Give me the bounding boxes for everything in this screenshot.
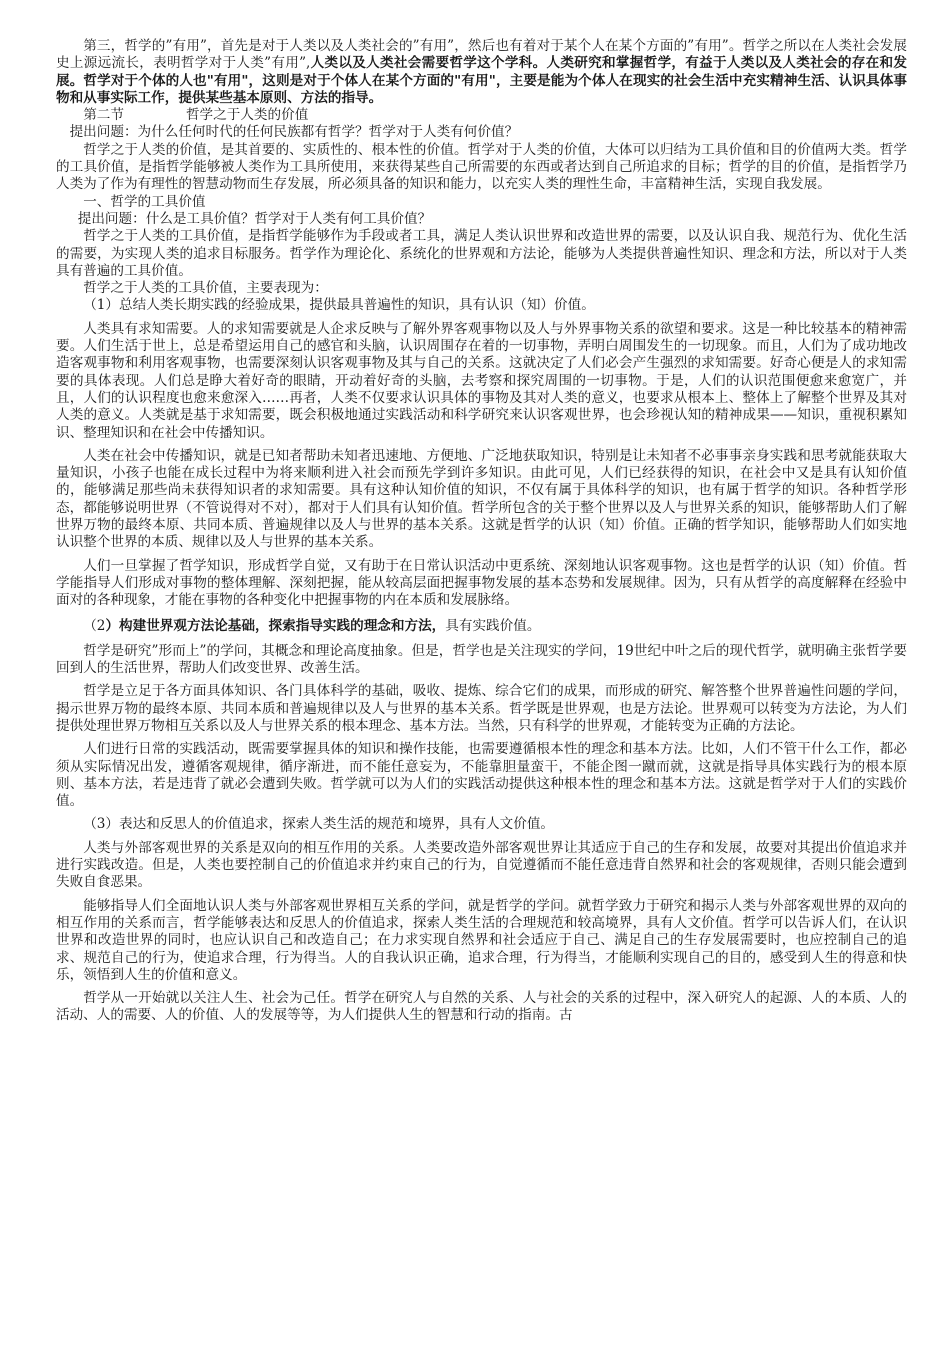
question-1: 提出问题：为什么任何时代的任何民族都有哲学？哲学对于人类有何价值？ xyxy=(69,124,519,141)
paragraph-philosophy-awareness: 人们一旦掌握了哲学知识，形成哲学自觉，又有助于在日常认识活动中更系统、深刻地认识客观事物。这也是哲学的认识（知）价值。哲学能指导人们形成对事物的整体理解、深刻把握，能从较高层面把握事物发展的基本态势和发展规律。因为，只有从哲学的高度解释在经验中面对的各种现象，才能在事物的各种变化中把握事物的内在本质和发展脉络。 xyxy=(56,557,907,609)
paragraph-metaphysics: 哲学是研究”形而上”的学问，其概念和理论高度抽象。但是，哲学也是关注现实的学问，19世纪中叶之后的现代哲学，就明确主张哲学要回到人的生活世界，帮助人们改变世界、改善生活。 xyxy=(56,642,907,677)
paragraph-humanistic-value: 能够指导人们全面地认识人类与外部客观世界相互关系的学问，就是哲学的学问。就哲学致力于研究和揭示人类与外部客观世界的双向的相互作用的关系而言，哲学能够表达和反思人的价值追求，探索人类生活的合理规范和较高境界，具有人文价值。哲学可以告诉人们，在认识世界和改造世界的同时，也应认识自己和改造自己；在力求实现自然界和社会适应于自己、满足自己的生存发展需要时，也应控制自己的追求、规范自己的行为，使追求合理，行为得当。人的自我认识正确，追求合理，行为得当，才能顺利实现自己的目的，感受到人生的得意和快乐，领悟到人生的价值和意义。 xyxy=(56,897,907,983)
item-1: （1）总结人类长期实践的经验成果，提供最具普遍性的知识，具有认识（知）价值。 xyxy=(83,297,595,314)
paragraph-manifestations: 哲学之于人类的工具价值，主要表现为： xyxy=(83,280,328,297)
paragraph-text: 第三，哲学的”有用”，首先是对于人类以及人类社会的”有用”，然后也有着对于某个人在某个方面的”有用”。哲学之所以在人类社会发展史上源远流长，表明哲学对于人类”有用”, xyxy=(56,38,907,72)
item-2-suffix: 具有实践价值。 xyxy=(445,617,541,634)
paragraph-knowledge-need: 人类具有求知需要。人的求知需要就是人企求反映与了解外界客观事物以及人与外界事物关系的欲望和要求。这是一种比较基本的精神需要。人们生活于世上，总是希望运用自己的感官和头脑，认识周围存在着的一切事物，弄明白周围发生的一切现象。而且，人们为了成功地改造客观事物和利用客观事物，也需要深刻认识客观事物及其与自己的关系。这就决定了人们必会产生强烈的求知需要。好奇心便是人的求知需要的具体表现。人们总是睁大着好奇的眼睛，开动着好奇的头脑，去考察和探究周围的一切事物。于是，人们的认识范围便愈来愈宽广，并且，人们的认识程度也愈来愈深入……再者，人类不仅要求认识具体的事物及其对人类的意义，也要求从根本上、整体上了解整个世界及其对人类的意义。人类就是基于求知需要，既会积极地通过实践活动和科学研究来认识客观世界，也会珍视认知的精神成果——知识，重视积累知识、整理知识和在社会中传播知识。 xyxy=(56,320,907,441)
paragraph-third-point xyxy=(56,38,907,107)
paragraph-life-society: 哲学从一开始就以关注人生、社会为己任。哲学在研究人与自然的关系、人与社会的关系的过程中，深入研究人的起源、人的本质、人的活动、人的需要、人的价值、人的发展等等，为人们提供人生的智慧和行动的指南。古 xyxy=(56,990,907,1024)
subheading-tool-value: 一、哲学的工具价值 xyxy=(83,193,206,210)
item-2-bold: ）构建世界观方法论基础，探索指导实践的理念和方法， xyxy=(105,617,446,634)
paragraph-spread-knowledge: 人类在社会中传播知识，就是已知者帮助未知者迅速地、方便地、广泛地获取知识，特别是让未知者不必事事亲身实践和思考就能获取大量知识，小孩子也能在成长过程中为将来顺利进入社会而预先学到许多知识。由此可见，人们已经获得的知识，在社会中又是具有认知价值的，能够满足那些尚未获得知识者的求知需要。具有这种认知价值的知识，不仅有属于具体科学的知识，也有属于哲学的知识。各种哲学形态，都能够说明世界（不管说得对不对），都对于人们具有认知价值。哲学所包含的关于整个世界以及人与世界关系的知识，能够帮助人们了解世界万物的最终本原、共同本质、普遍规律以及人与世界的基本关系。这就是哲学的认识（知）价值。正确的哲学知识，能够帮助人们如实地认识整个世界的本质、规律以及人与世界的基本关系。 xyxy=(56,447,907,551)
section-number: 第二节 xyxy=(83,107,124,124)
section-title: 哲学之于人类的价值 xyxy=(185,107,309,124)
paragraph-bidirectional: 人类与外部客观世界的关系是双向的相互作用的关系。人类要改造外部客观世界让其适应于自己的生存和发展，故要对其提出价值追求并进行实践改造。但是，人类也要控制自己的价值追求并约束自己的行为，自觉遵循而不能任意违背自然界和社会的客观规律，否则只能会遭到失败自食恶果。 xyxy=(56,839,907,891)
item-2 xyxy=(56,618,907,635)
paragraph-practice: 人们进行日常的实践活动，既需要掌握具体的知识和操作技能，也需要遵循根本性的理念和基本方法。比如，人们不管干什么工作，都必须从实际情况出发，遵循客观规律，循序渐进，而不能任意妄为，不能靠胆量蛮干，不能企图一蹴而就，这就是指导具体实践行为的根本原则、基本方法，若是违背了就必会遭到失败。哲学就可以为人们的实践活动提供这种根本性的理念和基本方法。这就是哲学对于人们的实践价值。 xyxy=(56,741,907,810)
paragraph-tool-value: 哲学之于人类的工具价值，是指哲学能够作为手段或者工具，满足人类认识世界和改造世界的需要，以及认识自我、规范行为、优化生活的需要，为实现人类的追求目标服务。哲学作为理论化、系统化的世界观和方法论，能够为人类提供普遍性知识、理念和方法，所以对于人类具有普遍的工具价值。 xyxy=(56,228,907,279)
question-2: 提出问题：什么是工具价值？哲学对于人类有何工具价值？ xyxy=(77,210,432,227)
item-3: （3）表达和反思人的价值追求，探索人类生活的规范和境界，具有人文价值。 xyxy=(83,816,555,833)
item-2-prefix: （2 xyxy=(83,617,106,634)
section-heading xyxy=(56,107,907,124)
paragraph-worldview: 哲学是立足于各方面具体知识、各门具体科学的基础，吸收、提炼、综合它们的成果，而形成的研究、解答整个世界普遍性问题的学问，揭示世界万物的最终本原、共同本质和普遍规律以及人与世界的基本关系。哲学既是世界观，也是方法论。世界观可以转变为方法论，为人们提供处理世界万物相互关系以及人与世界关系的根本理念、基本方法。当然，只有科学的世界观，才能转变为正确的方法论。 xyxy=(56,683,907,734)
bold-text: 人类以及人类社会需要哲学这个学科。人类研究和掌握哲学，有益于人类以及人类社会的存在和发展。哲学对于个体的人也"有用"，这则是对于个体人在某个方面的"有用"，主要是能为个体人在现实的社会生活中充实精神生活、认识具体事物和从事实际工作，提供某些基本原则、方法的指导。 xyxy=(56,55,907,106)
paragraph-value: 哲学之于人类的价值，是其首要的、实质性的、根本性的价值。哲学对于人类的价值，大体可以归结为工具价值和目的价值两大类。哲学的工具价值，是指哲学能够被人类作为工具所使用，来获得某些自己所需要的东西或者达到自己所追求的目标；哲学的目的价值，是指哲学乃人类为了作为有理性的智慧动物而生存发展，所必须具备的知识和能力，以充实人类的理性生命，丰富精神生活，实现自我发展。 xyxy=(56,141,907,193)
